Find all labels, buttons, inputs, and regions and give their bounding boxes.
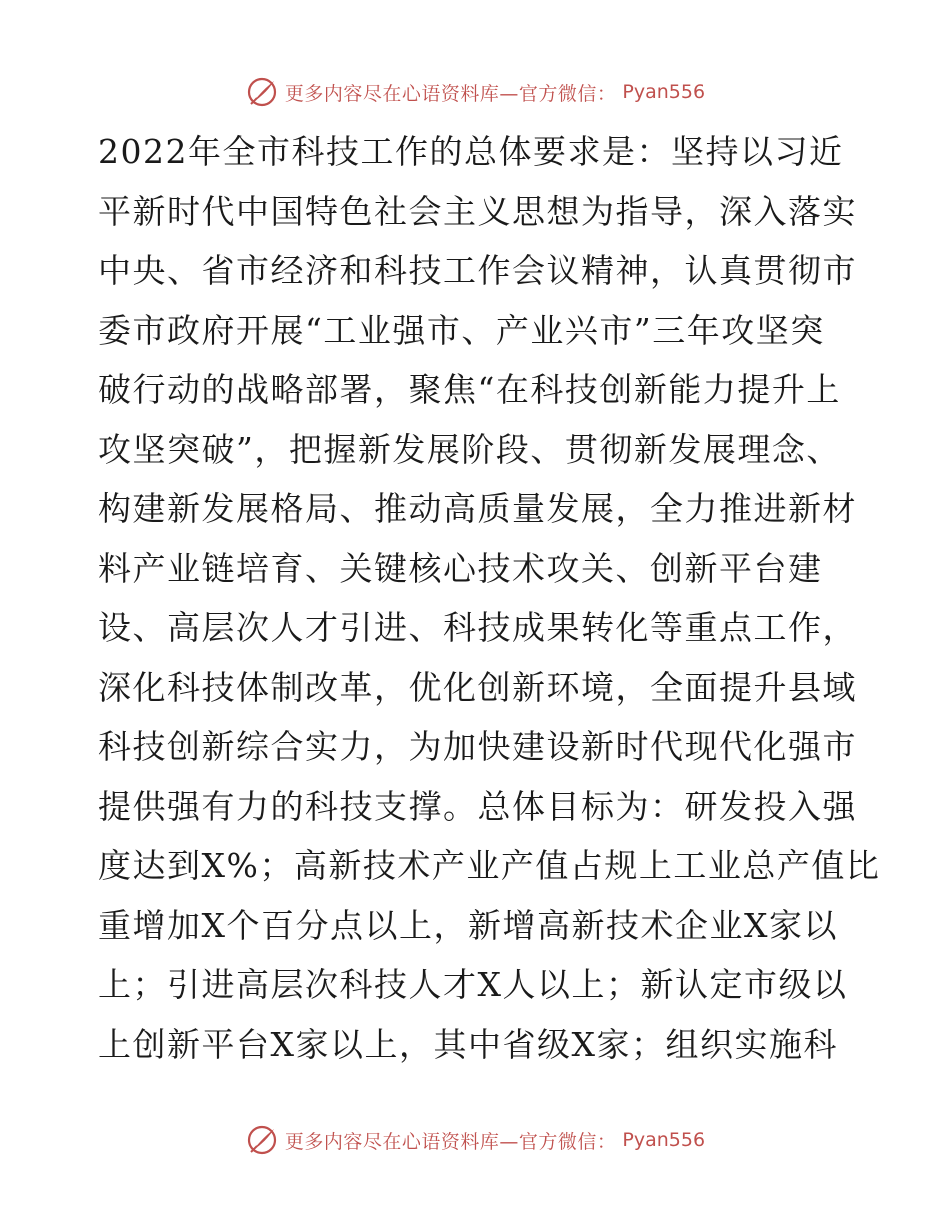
watermark-wechat-id: Pyan556 [622,81,706,103]
document-body [98,122,881,1074]
watermark-wechat-id: Pyan556 [622,1129,706,1151]
text-line: 料产业链培育、关键核心技术攻关、创新平台建 [98,548,823,588]
text-line: 2022年全市科技工作的总体要求是：坚持以习近 [98,132,844,171]
text-line: 中央、省市经济和科技工作会议精神，认真贯彻市 [98,251,857,290]
text-line: 深化科技体制改革，优化创新环境，全面提升县域 [98,667,857,707]
feather-circle-logo-icon [245,1123,279,1157]
text-line: 平新时代中国特色社会主义思想为指导，深入落实 [98,191,857,231]
header-watermark [0,72,950,112]
text-line: 破行动的战略部署，聚焦“在科技创新能力提升上 [98,370,841,409]
text-line: 度达到X%；高新技术产业产值占规上工业总产值比 [98,846,881,885]
text-line: 设、高层次人才引进、科技成果转化等重点工作， [98,608,857,647]
text-line: 重增加X个百分点以上，新增高新技术企业X家以 [98,905,838,945]
text-line: 上；引进高层次科技人才X人以上；新认定市级以 [98,965,848,1004]
watermark-text: 更多内容尽在心语资料库—官方微信： [284,82,617,105]
text-line: 构建新发展格局、推动高质量发展，全力推进新材 [98,489,857,528]
text-line: 委市政府开展“工业强市、产业兴市”三年攻坚突 [98,310,825,350]
feather-circle-logo-icon [245,75,279,109]
footer-watermark [0,1120,950,1160]
text-line: 攻坚突破”，把握新发展阶段、贯彻新发展理念、 [98,429,841,469]
watermark-text: 更多内容尽在心语资料库—官方微信： [284,1130,617,1153]
text-line: 提供强有力的科技支撑。总体目标为：研发投入强 [98,786,857,826]
text-line: 科技创新综合实力，为加快建设新时代现代化强市 [98,727,857,766]
text-line: 上创新平台X家以上，其中省级X家；组织实施科 [98,1024,838,1064]
